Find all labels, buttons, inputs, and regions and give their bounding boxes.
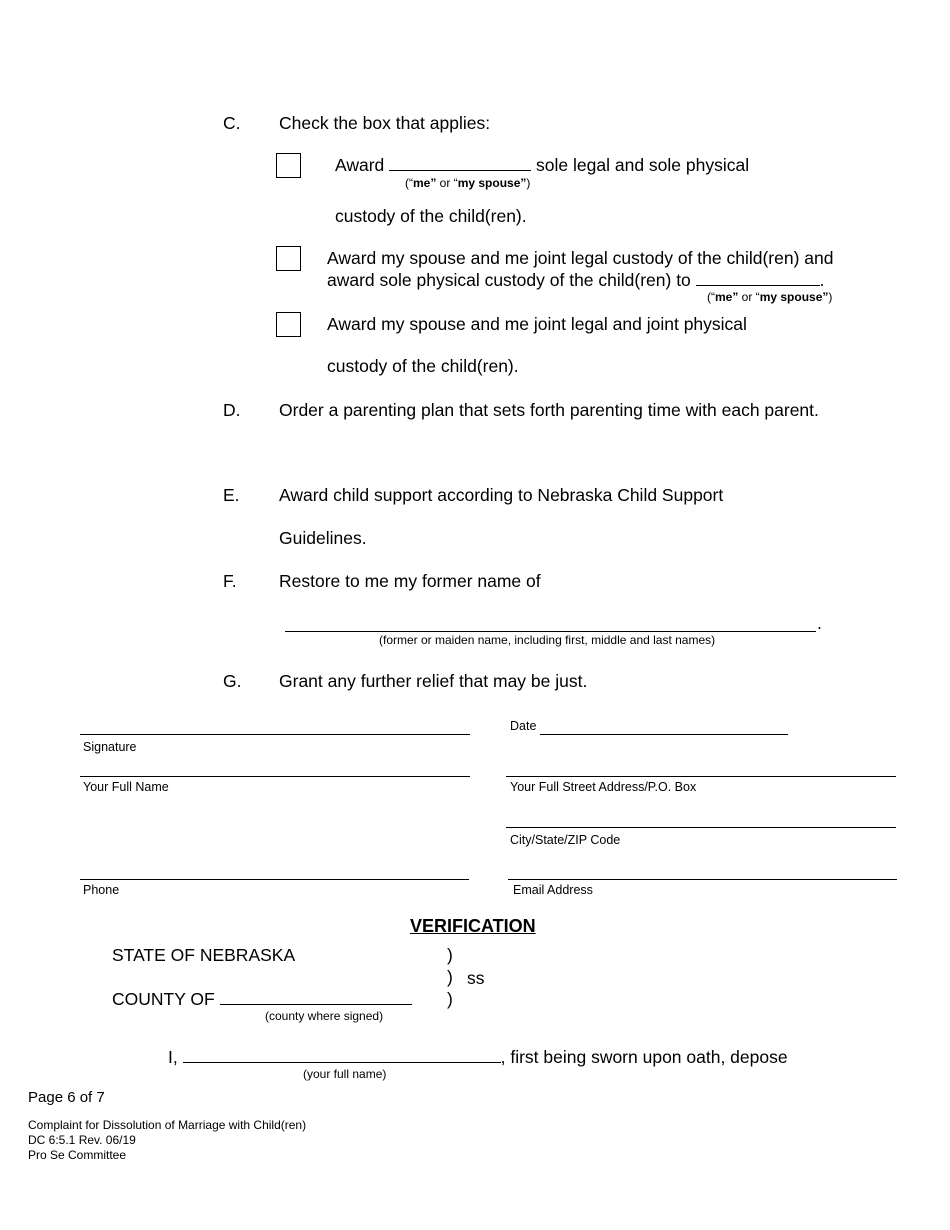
section-d-text: Order a parenting plan that sets forth parenting time with each parent. (279, 400, 819, 420)
oath-name-blank[interactable] (183, 1048, 501, 1063)
option-sole-custody-prefix: Award (335, 155, 385, 175)
option-sole-custody-checkbox[interactable] (276, 153, 301, 178)
address-label: Your Full Street Address/P.O. Box (510, 780, 697, 794)
address-line[interactable] (506, 776, 896, 777)
section-g-letter: G. (223, 671, 242, 691)
date-label: Date (510, 719, 537, 733)
date-line[interactable] (540, 734, 788, 735)
option-joint-legal-hint: (“me” or “my spouse”) (707, 290, 833, 304)
full-name-label: Your Full Name (83, 780, 169, 794)
option-sole-custody-hint: (“me” or “my spouse”) (405, 176, 531, 190)
option-joint-legal-line2: award sole physical custody of the child(ren) to . (327, 270, 825, 290)
city-line[interactable] (506, 827, 896, 828)
full-name-line[interactable] (80, 776, 470, 777)
paren-3: ) (447, 989, 453, 1009)
option-sole-custody-suffix: sole legal and sole physical (536, 155, 750, 175)
former-name-hint: (former or maiden name, including first, middle and last names) (379, 633, 716, 647)
verification-title: VERIFICATION (410, 916, 536, 936)
section-e-line2: Guidelines. (279, 528, 367, 548)
option-joint-legal-blank[interactable] (696, 271, 820, 286)
phone-label: Phone (83, 883, 120, 897)
option-sole-custody-blank[interactable] (389, 156, 531, 171)
section-e-letter: E. (223, 485, 240, 505)
option-joint-legal-checkbox[interactable] (276, 246, 301, 271)
county-hint: (county where signed) (265, 1009, 384, 1023)
option-joint-legal-line1: Award my spouse and me joint legal custody of the child(ren) and (327, 248, 834, 268)
oath-prefix: I, (168, 1047, 178, 1067)
footer-committee: Pro Se Committee (28, 1148, 127, 1162)
former-name-line[interactable] (285, 631, 816, 632)
phone-line[interactable] (80, 879, 469, 880)
option-sole-custody-line2: custody of the child(ren). (335, 206, 527, 226)
signature-label: Signature (83, 740, 137, 754)
page-number: Page 6 of 7 (28, 1089, 105, 1106)
paren-2: ) (447, 967, 453, 987)
former-name-period: . (817, 613, 822, 633)
option-joint-both-checkbox[interactable] (276, 312, 301, 337)
option-sole-custody-line1 (335, 155, 749, 176)
oath-row (168, 1047, 788, 1068)
section-f-text: Restore to me my former name of (279, 571, 541, 591)
email-label: Email Address (513, 883, 593, 897)
section-d-letter: D. (223, 400, 241, 420)
county-row (112, 989, 412, 1010)
footer-form-title: Complaint for Dissolution of Marriage with Child(ren) (28, 1118, 307, 1132)
ss-label: ss (467, 968, 485, 988)
option-joint-both-line1: Award my spouse and me joint legal and joint physical (327, 314, 747, 334)
county-blank[interactable] (220, 990, 412, 1005)
county-label: COUNTY OF (112, 989, 215, 1009)
footer-form-code: DC 6:5.1 Rev. 06/19 (28, 1133, 136, 1147)
section-c-instruction: Check the box that applies: (279, 113, 491, 133)
section-e-line1: Award child support according to Nebraska Child Support (279, 485, 724, 505)
paren-1: ) (447, 945, 453, 965)
section-c-letter: C. (223, 113, 241, 133)
state-label: STATE OF NEBRASKA (112, 945, 296, 965)
oath-suffix: , first being sworn upon oath, depose (500, 1047, 788, 1067)
option-joint-both-line2: custody of the child(ren). (327, 356, 519, 376)
signature-line[interactable] (80, 734, 470, 735)
section-f-letter: F. (223, 571, 237, 591)
oath-name-hint: (your full name) (303, 1067, 387, 1081)
city-label: City/State/ZIP Code (510, 833, 621, 847)
section-g-text: Grant any further relief that may be just. (279, 671, 588, 691)
email-line[interactable] (508, 879, 897, 880)
